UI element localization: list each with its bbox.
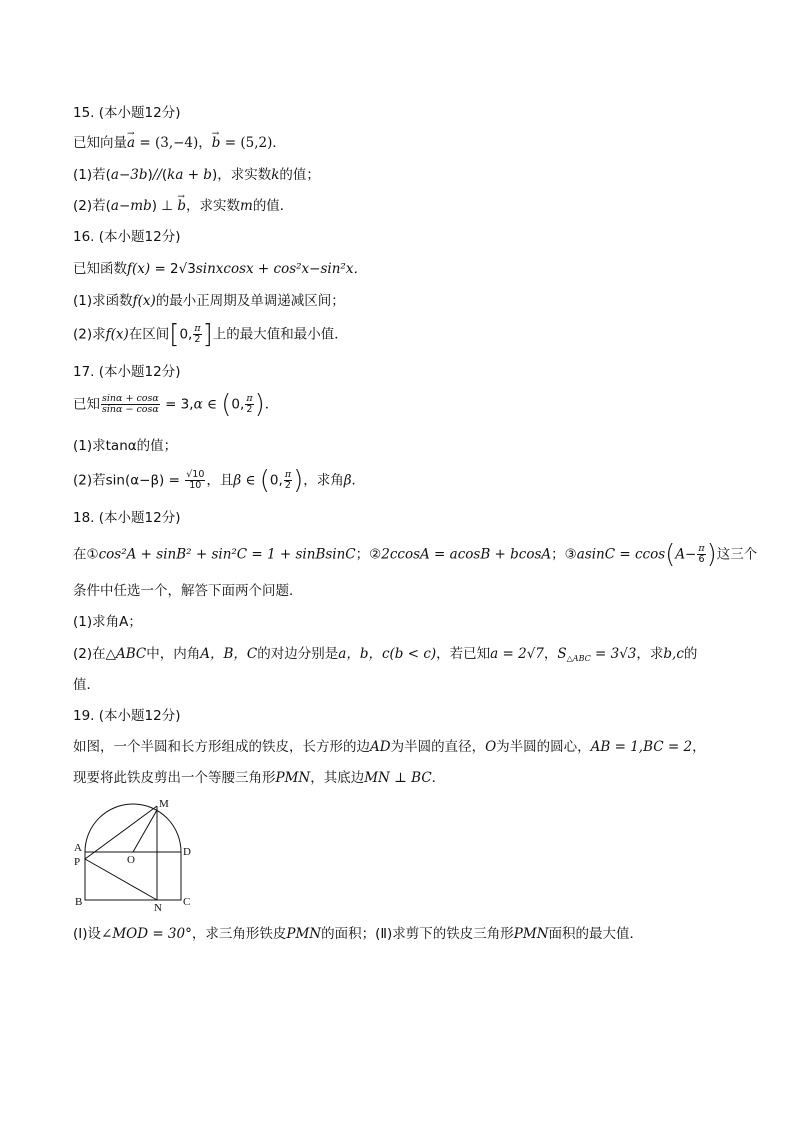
interval-zero: 0,	[269, 472, 283, 489]
q19-l1-end: ，	[692, 739, 706, 755]
q16-p2-text: 在区间	[128, 326, 170, 343]
q17-title: 17. (本小题12分)	[73, 364, 181, 380]
q18-condition1: cos²A + sinB² + sin²C = 1 + sinBsinC	[98, 546, 356, 563]
q18-close-paren: )	[706, 539, 717, 570]
q15-p1-paren3: (	[161, 167, 168, 183]
q19-q-text1: (Ⅰ)设	[73, 926, 102, 942]
semicircle-arc	[85, 804, 181, 852]
q15-p2-text: ，求实数	[186, 198, 240, 214]
q15-p1-paren1: (	[105, 167, 111, 183]
q19-l1-text2: 为半圆的直径，	[390, 739, 486, 755]
segment-pn	[85, 859, 157, 900]
label-d: D	[183, 846, 191, 858]
q18-part1: (1)求角A；	[73, 614, 142, 630]
pi-over-2-fraction	[193, 324, 201, 345]
parallel-symbol: //	[152, 167, 162, 183]
interval-open-paren: (	[259, 465, 270, 496]
q16-part2	[73, 319, 348, 350]
q16-title: 16. (本小题12分)	[73, 229, 181, 245]
q15-p1-paren4: )	[211, 167, 218, 183]
q15-p2-prefix: (2)若	[73, 198, 106, 214]
q19-l2-end: ．	[431, 770, 446, 786]
q19-l1-text3: 为半圆的圆心，	[496, 739, 591, 755]
q15-p2-var: m	[240, 198, 253, 214]
q19-q-text3: 的面积；(Ⅱ)求剪下的铁皮三角形	[321, 926, 514, 942]
q19-l2-text1: 现要将此铁皮剪出一个等腰三角形	[73, 770, 276, 786]
q15-part2	[73, 196, 293, 216]
interval-left-bracket: [	[169, 319, 180, 350]
q18-l1-end: 这三个	[716, 546, 758, 563]
q15-p2-expr: a−mb	[110, 198, 152, 214]
fraction-denominator: 10	[189, 480, 202, 491]
q18-line1	[73, 539, 758, 570]
q19-l1-text1: 如图，一个半圆和长方形组成的铁皮，长方形的边	[73, 739, 370, 755]
q19-ad: AD	[370, 739, 391, 755]
q18-p2-text2: 的对边分别是	[257, 646, 339, 662]
q17-intro-text: 已知	[73, 396, 100, 413]
q16-expression: sinxcosx + cos²x−sin²x．	[195, 261, 367, 277]
interval-right-bracket: ]	[202, 319, 213, 350]
vector-a-value: = (3,−4)，	[135, 135, 212, 151]
q17-end: ．	[264, 396, 279, 413]
q18-area-symbol: S	[557, 646, 567, 662]
q17-eq: = 3,	[160, 396, 194, 413]
segment-pm	[85, 806, 157, 859]
q15-part1	[73, 165, 320, 185]
q16-part1	[73, 291, 345, 311]
q18-condition2: 2ccosA = acosB + bcosA	[381, 546, 552, 563]
label-a: A	[74, 842, 82, 854]
q16-p1-text: 的最小正周期及单调递减区间；	[155, 293, 345, 309]
q18-title: 18. (本小题12分)	[73, 510, 181, 526]
q16-p2-fx: f(x)	[105, 326, 129, 343]
pi-over-2-fraction	[245, 394, 253, 415]
q18-bc: b,c	[663, 646, 684, 662]
q15-p2-end: 的值．	[252, 198, 294, 214]
fraction-denominator: 6	[698, 554, 705, 565]
q19-q-pmn1: PMN	[286, 926, 322, 942]
q19-angle: ∠MOD = 30°	[101, 926, 192, 942]
interval-zero: 0,	[179, 326, 193, 343]
q18-condition3: asinC = ccos	[576, 546, 666, 563]
q17-alpha-in: α ∈	[193, 396, 222, 413]
q17-beta: β	[343, 472, 352, 489]
q17-p2-prefix: (2)若sin(α−β) =	[73, 472, 185, 489]
interval-open-paren: (	[221, 389, 232, 420]
q18-a-value: a = 2√7	[490, 646, 544, 662]
q15-p1-end: 的值；	[279, 167, 320, 183]
q15-intro-text: 已知向量	[73, 135, 127, 151]
q16-p1-fx: f(x)	[132, 293, 156, 309]
q18-line2: 条件中任选一个，解答下面两个问题．	[73, 583, 303, 599]
q16-intro	[73, 259, 367, 279]
q18-l1-prefix: 在①	[73, 546, 99, 563]
vector-b-value: = (5,2)．	[220, 135, 286, 151]
fraction-numerator: π	[284, 469, 292, 480]
interval-close-paren: )	[293, 465, 304, 496]
q18-condition3-arg: A−	[675, 546, 697, 563]
q19-question	[73, 924, 643, 944]
label-o: O	[127, 854, 135, 866]
q17-beta-in: β ∈	[233, 472, 260, 489]
q15-p1-expr1: a−3b	[110, 167, 148, 183]
q19-dimensions: AB = 1,BC = 2	[590, 739, 693, 755]
q16-p2-prefix: (2)求	[73, 326, 106, 343]
q17-part1: (1)求tanα的值；	[73, 438, 178, 454]
segment-om	[133, 810, 157, 852]
q19-line1	[73, 737, 706, 757]
q15-p2-paren1: (	[105, 198, 111, 214]
fraction-numerator: π	[246, 393, 253, 404]
q15-p1-var: k	[271, 167, 280, 183]
q18-p2-text4: ，求	[636, 646, 664, 662]
q17-ratio-fraction	[101, 394, 160, 415]
q15-p2-vec-b: → b	[177, 196, 186, 216]
fraction-denominator: 2	[194, 334, 201, 345]
pi-over-6-fraction	[697, 544, 705, 565]
q15-p1-text: ，求实数	[217, 167, 272, 183]
q15-intro	[73, 133, 286, 153]
q15-p1-expr2: ka + b	[167, 167, 212, 183]
fraction-denominator: 2	[284, 480, 291, 491]
q18-area-subscript: △ABC	[566, 654, 591, 663]
q16-fx: f(x)	[127, 261, 151, 277]
perp-symbol: ⊥	[157, 198, 178, 214]
q15-p2-paren2: )	[151, 198, 157, 214]
q18-open-paren: (	[665, 539, 676, 570]
fraction-denominator: sinα − cosα	[102, 404, 159, 415]
q19-q-pmn2: PMN	[513, 926, 549, 942]
fraction-numerator: √10	[186, 469, 205, 480]
q15-title: 15. (本小题12分)	[73, 105, 181, 121]
label-p: P	[74, 856, 81, 868]
interval-close-paren: )	[254, 389, 265, 420]
q19-mn-perp-bc: MN ⊥ BC	[364, 770, 432, 786]
q18-p2-text3: ，若已知	[436, 646, 491, 662]
q17-p2-end: ．	[351, 472, 366, 489]
fraction-numerator: π	[194, 323, 201, 334]
q18-area-value: = 3√3	[590, 646, 637, 662]
label-b: B	[75, 896, 83, 908]
label-n: N	[154, 902, 162, 912]
q19-pmn: PMN	[275, 770, 311, 786]
q18-l1-sep1: ；②	[355, 546, 382, 563]
fraction-numerator: π	[698, 543, 705, 554]
q16-p1-prefix: (1)求函数	[73, 293, 133, 309]
q17-p2-text2: ，求角	[303, 472, 344, 489]
q19-o: O	[485, 739, 497, 755]
q18-p2-end: 的	[683, 646, 698, 662]
q16-eq: = 2	[150, 261, 179, 277]
q18-p2-text1: 中，内角	[146, 646, 201, 662]
q18-line5: 值．	[73, 677, 100, 693]
q19-title: 19. (本小题12分)	[73, 708, 181, 724]
q16-p2-end: 上的最大值和最小值．	[212, 326, 348, 343]
fraction-denominator: 2	[246, 404, 253, 415]
label-c: C	[183, 896, 191, 908]
fraction-numerator: sinα + cosα	[102, 393, 159, 404]
q17-part2	[73, 465, 366, 496]
q19-q-end: 面积的最大值．	[548, 926, 644, 942]
label-m: M	[159, 798, 169, 810]
q18-part2	[73, 644, 697, 669]
q18-sides: a，b，c(b < c)	[338, 646, 437, 662]
q18-l1-sep2: ；③	[551, 546, 577, 563]
q19-line2	[73, 768, 445, 788]
pi-over-2-fraction	[284, 470, 292, 491]
q19-q-text2: ，求三角形铁皮	[191, 926, 287, 942]
vector-a: → a	[127, 133, 135, 153]
interval-zero: 0,	[231, 396, 245, 413]
q18-angles: A，B，C	[200, 646, 258, 662]
q17-intro	[73, 389, 279, 420]
q19-l2-text2: ，其底边	[310, 770, 365, 786]
q15-p1-prefix: (1)若	[73, 167, 106, 183]
q16-sqrt3: √3	[178, 261, 196, 277]
q18-triangle: ABC	[116, 646, 147, 662]
semicircle-rectangle-figure	[70, 796, 200, 912]
q18-p2-comma: ，	[543, 646, 558, 662]
q15-p1-paren2: )	[147, 167, 153, 183]
vector-b: → b	[212, 133, 221, 153]
q18-p2-prefix: (2)在△	[73, 646, 117, 662]
q16-intro-text: 已知函数	[73, 261, 127, 277]
q17-p2-text: ，且	[206, 472, 234, 489]
sqrt10-over-10-fraction	[185, 470, 205, 491]
